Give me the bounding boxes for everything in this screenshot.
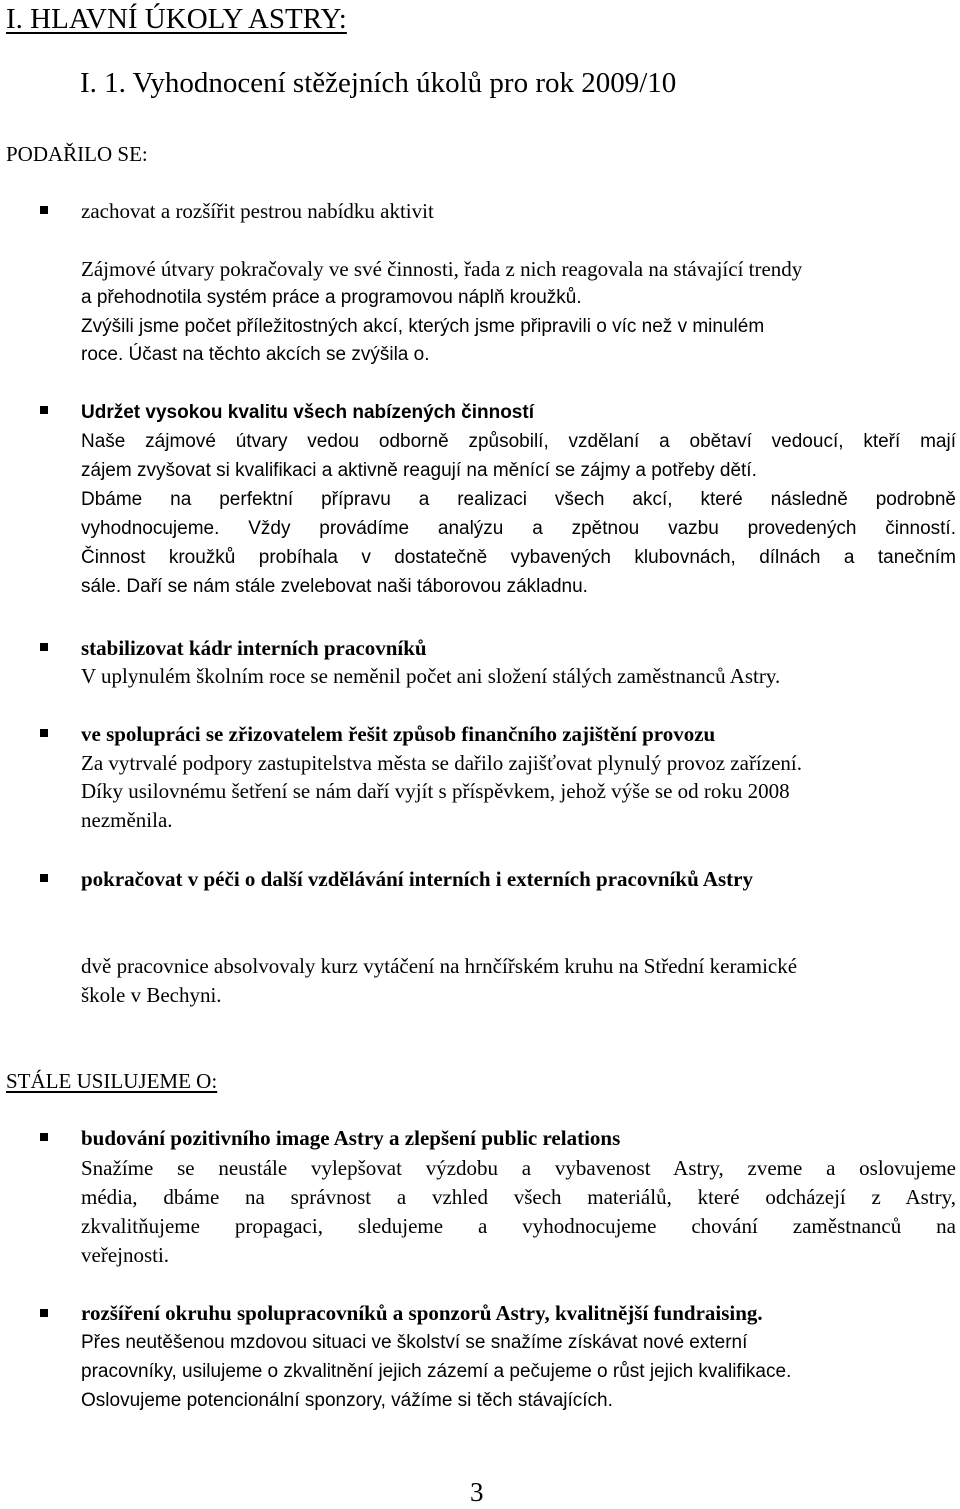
bullet-icon — [40, 1309, 48, 1317]
item-title: pokračovat v péči o další vzdělávání interních i externích pracovníků Astry — [81, 867, 753, 891]
item-line: Naše zájmové útvary vedou odborně způsobilí, vzdělaní a obětaví vedoucí, kteří mají — [81, 431, 956, 452]
item-title: stabilizovat kádr interních pracovníků — [81, 636, 427, 660]
succeeded-heading: PODAŘILO SE: — [6, 142, 148, 166]
item-title: ve spolupráci se zřizovatelem řešit způsob finančního zajištění provozu — [81, 722, 716, 746]
bullet-icon — [40, 729, 48, 737]
item-line: dvě pracovnice absolvovaly kurz vytáčení na hrnčířském kruhu na Střední keramické — [81, 954, 798, 978]
bullet-icon — [40, 643, 48, 651]
item-line: Zvýšili jsme počet příležitostných akcí, kterých jsme připravili o víc než v minulém — [81, 316, 765, 337]
item-line: Za vytrvalé podpory zastupitelstva města se dařilo zajišťovat plynulý provoz zařízení. — [81, 751, 802, 775]
item-line: vyhodnocujeme. Vždy provádíme analýzu a zpětnou vazbu provedených činností. — [81, 518, 956, 539]
item-line: Zájmové útvary pokračovaly ve své činnosti, řada z nich reagovala na stávající trendy — [81, 257, 803, 281]
bullet-icon — [40, 206, 48, 214]
item-line: Oslovujeme potencionální sponzory, vážíme si těch stávajících. — [81, 1390, 613, 1411]
item-line: nezměnila. — [81, 808, 173, 832]
bullet-icon — [40, 874, 48, 882]
item-line: Snažíme se neustále vylepšovat výzdobu a vybavenost Astry, zveme a oslovujeme — [81, 1156, 956, 1180]
item-line: Činnost kroužků probíhala v dostatečně vybavených klubovnách, dílnách a tanečním — [81, 547, 956, 568]
item-title: budování pozitivního image Astry a zlepšení public relations — [81, 1126, 621, 1150]
item-line: škole v Bechyni. — [81, 983, 222, 1007]
item-line: Přes neutěšenou mzdovou situaci ve školství se snažíme získávat nové externí — [81, 1332, 748, 1353]
bullet-icon — [40, 406, 48, 414]
item-line: média, dbáme na správnost a vzhled všech materiálů, které odcházejí z Astry, — [81, 1185, 956, 1209]
item-line: Dbáme na perfektní přípravu a realizaci všech akcí, které následně podrobně — [81, 489, 956, 510]
item-line: roce. Účast na těchto akcích se zvýšila o. — [81, 344, 430, 365]
item-title: zachovat a rozšířit pestrou nabídku aktivit — [81, 199, 434, 223]
chapter-heading: I. HLAVNÍ ÚKOLY ASTRY: — [6, 3, 347, 35]
item-line: zkvalitňujeme propagaci, sledujeme a vyhodnocujeme chování zaměstnanců na — [81, 1214, 956, 1238]
item-line: zájem zvyšovat si kvalifikaci a aktivně reagují na měnící se zájmy a potřeby dětí. — [81, 460, 757, 481]
item-title: rozšíření okruhu spolupracovníků a sponzorů Astry, kvalitnější fundraising. — [81, 1301, 763, 1325]
item-line: pracovníky, usilujeme o zkvalitnění jejich zázemí a pečujeme o růst jejich kvalifikace. — [81, 1361, 792, 1382]
item-line: a přehodnotila systém práce a programovou náplň kroužků. — [81, 287, 582, 308]
item-line: Díky usilovnému šetření se nám daří vyjít s příspěvkem, jehož výše se od roku 2008 — [81, 779, 790, 803]
bullet-icon — [40, 1133, 48, 1141]
page-number: 3 — [470, 1477, 484, 1507]
item-title: Udržet vysokou kvalitu všech nabízených činností — [81, 402, 534, 423]
item-line: V uplynulém školním roce se neměnil počet ani složení stálých zaměstnanců Astry. — [81, 664, 781, 688]
item-line: sále. Daří se nám stále zvelebovat naši táborovou základnu. — [81, 576, 588, 597]
striving-heading: STÁLE USILUJEME O: — [6, 1069, 218, 1093]
item-line: veřejnosti. — [81, 1243, 170, 1267]
section-heading: I. 1. Vyhodnocení stěžejních úkolů pro rok 2009/10 — [80, 67, 677, 99]
